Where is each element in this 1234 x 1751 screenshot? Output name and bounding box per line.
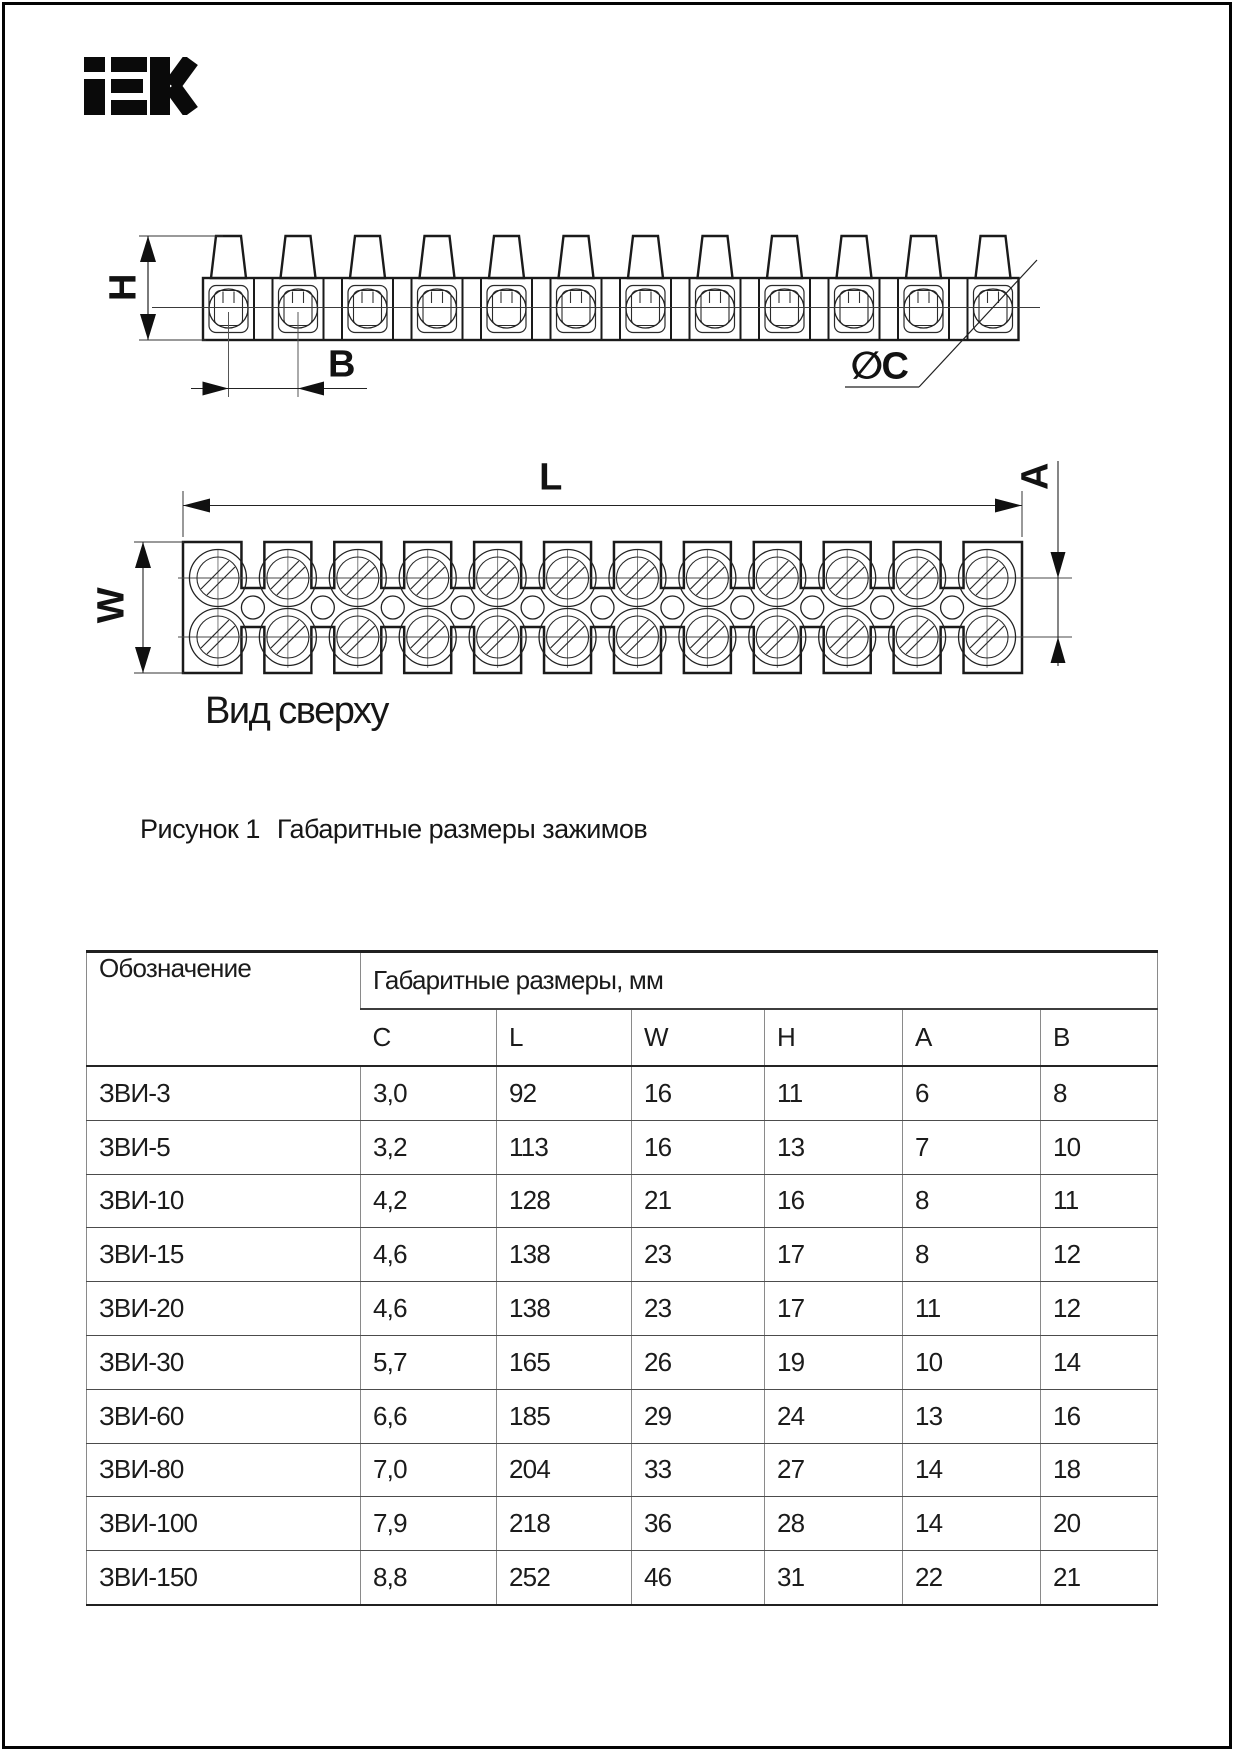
- top-view: [134, 461, 1072, 673]
- cell-value-w: 23: [632, 1228, 765, 1282]
- cell-designation: ЗВИ-3: [87, 1066, 361, 1120]
- cell-value-h: 31: [765, 1551, 903, 1605]
- cell-value-b: 21: [1041, 1551, 1158, 1605]
- cell-value-w: 26: [632, 1335, 765, 1389]
- cell-value-b: 16: [1041, 1389, 1158, 1443]
- dim-label-w: W: [90, 588, 133, 624]
- table-row: [87, 1551, 1158, 1605]
- table-header-dimensions-group: Габаритные размеры, мм: [361, 952, 1158, 1010]
- cell-value-a: 13: [903, 1389, 1041, 1443]
- table-row: [87, 1066, 1158, 1120]
- dim-label-a: A: [1014, 464, 1057, 490]
- cell-value-a: 6: [903, 1066, 1041, 1120]
- cell-value-l: 128: [497, 1174, 632, 1228]
- cell-value-l: 92: [497, 1066, 632, 1120]
- table-row: [87, 1282, 1158, 1336]
- cell-value-h: 13: [765, 1120, 903, 1174]
- table-row: [87, 1174, 1158, 1228]
- table-header-w: W: [632, 1009, 765, 1066]
- cell-value-h: 24: [765, 1389, 903, 1443]
- figure-caption-text: Габаритные размеры зажимов: [276, 814, 648, 844]
- cell-designation: ЗВИ-10: [87, 1174, 361, 1228]
- cell-value-c: 4,6: [361, 1282, 497, 1336]
- cell-value-b: 12: [1041, 1228, 1158, 1282]
- cell-value-b: 10: [1041, 1120, 1158, 1174]
- cell-designation: ЗВИ-15: [87, 1228, 361, 1282]
- figure-caption: [140, 814, 647, 845]
- cell-designation: ЗВИ-150: [87, 1551, 361, 1605]
- dimensions-table: [86, 950, 1158, 1606]
- cell-value-a: 14: [903, 1443, 1041, 1497]
- cell-value-h: 16: [765, 1174, 903, 1228]
- cell-value-c: 5,7: [361, 1335, 497, 1389]
- cell-designation: ЗВИ-60: [87, 1389, 361, 1443]
- cell-value-h: 19: [765, 1335, 903, 1389]
- cell-value-c: 7,9: [361, 1497, 497, 1551]
- cell-designation: ЗВИ-100: [87, 1497, 361, 1551]
- table-header-a: A: [903, 1009, 1041, 1066]
- cell-value-l: 165: [497, 1335, 632, 1389]
- cell-value-a: 8: [903, 1174, 1041, 1228]
- cell-value-h: 17: [765, 1228, 903, 1282]
- cell-designation: ЗВИ-30: [87, 1335, 361, 1389]
- cell-value-w: 23: [632, 1282, 765, 1336]
- cell-value-l: 218: [497, 1497, 632, 1551]
- table-header-l: L: [497, 1009, 632, 1066]
- table-header-b: B: [1041, 1009, 1158, 1066]
- cell-value-c: 4,6: [361, 1228, 497, 1282]
- cell-value-c: 7,0: [361, 1443, 497, 1497]
- cell-value-a: 22: [903, 1551, 1041, 1605]
- table-row: [87, 1497, 1158, 1551]
- cell-value-c: 6,6: [361, 1389, 497, 1443]
- cell-value-a: 10: [903, 1335, 1041, 1389]
- cell-value-b: 14: [1041, 1335, 1158, 1389]
- cell-value-a: 11: [903, 1282, 1041, 1336]
- table-row: [87, 1120, 1158, 1174]
- cell-value-h: 11: [765, 1066, 903, 1120]
- cell-value-a: 14: [903, 1497, 1041, 1551]
- cell-value-l: 204: [497, 1443, 632, 1497]
- cell-value-w: 33: [632, 1443, 765, 1497]
- table-row: [87, 1389, 1158, 1443]
- cell-value-l: 252: [497, 1551, 632, 1605]
- cell-value-b: 18: [1041, 1443, 1158, 1497]
- dim-label-l: L: [539, 456, 561, 499]
- cell-value-w: 46: [632, 1551, 765, 1605]
- cell-value-w: 16: [632, 1120, 765, 1174]
- figure-caption-number: Рисунок 1: [140, 814, 260, 844]
- cell-value-w: 36: [632, 1497, 765, 1551]
- cell-value-a: 7: [903, 1120, 1041, 1174]
- cell-designation: ЗВИ-5: [87, 1120, 361, 1174]
- cell-value-c: 3,2: [361, 1120, 497, 1174]
- cell-value-b: 20: [1041, 1497, 1158, 1551]
- cell-value-h: 28: [765, 1497, 903, 1551]
- cell-value-b: 8: [1041, 1066, 1158, 1120]
- cell-designation: ЗВИ-80: [87, 1443, 361, 1497]
- top-view-label: Вид сверху: [205, 690, 388, 732]
- cell-value-a: 8: [903, 1228, 1041, 1282]
- cell-value-w: 29: [632, 1389, 765, 1443]
- cell-designation: ЗВИ-20: [87, 1282, 361, 1336]
- cell-value-l: 113: [497, 1120, 632, 1174]
- table-row: [87, 1228, 1158, 1282]
- cell-value-w: 16: [632, 1066, 765, 1120]
- dim-label-b: B: [328, 343, 354, 386]
- cell-value-h: 27: [765, 1443, 903, 1497]
- cell-value-l: 138: [497, 1282, 632, 1336]
- table-row: [87, 1443, 1158, 1497]
- table-header-h: H: [765, 1009, 903, 1066]
- table-row: [87, 1335, 1158, 1389]
- cell-value-w: 21: [632, 1174, 765, 1228]
- cell-value-c: 8,8: [361, 1551, 497, 1605]
- table-header-designation: Обозначение: [87, 952, 361, 1067]
- cell-value-l: 138: [497, 1228, 632, 1282]
- dim-label-c-diameter: ∅C: [850, 345, 908, 388]
- cell-value-l: 185: [497, 1389, 632, 1443]
- cell-value-b: 11: [1041, 1174, 1158, 1228]
- cell-value-b: 12: [1041, 1282, 1158, 1336]
- dim-label-h: H: [102, 275, 145, 301]
- cell-value-c: 3,0: [361, 1066, 497, 1120]
- table-header-c: C: [361, 1009, 497, 1066]
- cell-value-h: 17: [765, 1282, 903, 1336]
- cell-value-c: 4,2: [361, 1174, 497, 1228]
